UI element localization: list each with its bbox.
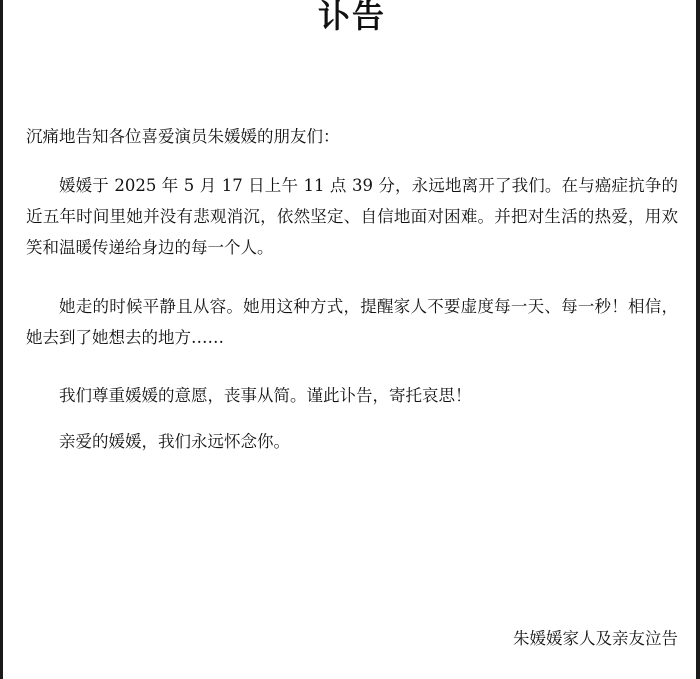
left-border — [0, 0, 3, 679]
signature: 朱媛媛家人及亲友泣告 — [513, 629, 678, 648]
paragraph-3: 我们尊重媛媛的意愿，丧事从简。谨此讣告，寄托哀思！ — [59, 386, 472, 405]
right-border — [696, 0, 700, 679]
paragraph-4: 亲爱的媛媛，我们永远怀念你。 — [59, 432, 290, 451]
paragraph-1: 媛媛于 2025 年 5 月 17 日上午 11 点 39 分，永远地离开了我们。在与癌症抗争的近五年时间里她并没有悲观消沉，依然坚定、自信地面对困难。并把对生活的热爱，用欢笑和温暖传递给身边的每一个人。 — [26, 176, 678, 257]
salutation: 沉痛地告知各位喜爱演员朱媛媛的朋友们： — [26, 127, 340, 146]
obituary-body — [26, 0, 678, 679]
document-title: 讣告 — [317, 0, 386, 35]
paragraph-2: 她走的时候平静且从容。她用这种方式，提醒家人不要虚度每一天、每一秒！相信，她去到了她想去的地方…… — [26, 297, 678, 347]
